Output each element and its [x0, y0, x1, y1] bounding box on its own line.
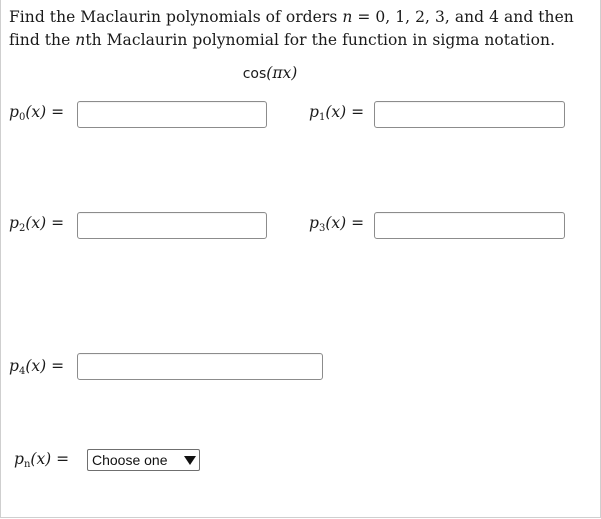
question-text — [9, 6, 593, 52]
p1-answer-input[interactable] — [374, 101, 565, 128]
pn-label: $p_n(x)$ = — [14, 450, 70, 470]
p1-label: $p_1(x)$ = — [309, 103, 365, 123]
select-value: Choose one — [92, 452, 168, 468]
sigma-notation-select[interactable] — [87, 449, 200, 471]
p0-answer-input[interactable] — [77, 101, 267, 128]
p0-label: $p_0(x)$ = — [9, 103, 65, 123]
p2-answer-input[interactable] — [77, 212, 267, 239]
function-expression: cos(πx) — [242, 64, 298, 82]
triangle-down-icon — [184, 456, 196, 465]
p4-answer-input[interactable] — [77, 353, 323, 380]
question-line-1: Find the Maclaurin polynomials of orders n = 0, 1, 2, 3, and 4 and then — [9, 8, 574, 26]
p3-answer-input[interactable] — [374, 212, 565, 239]
question-line-2: find the nth Maclaurin polynomial for the function in sigma notation. — [9, 31, 556, 49]
p4-label: $p_4(x)$ = — [9, 357, 65, 377]
p2-label: $p_2(x)$ = — [9, 214, 65, 234]
p3-label: $p_3(x)$ = — [309, 214, 365, 234]
